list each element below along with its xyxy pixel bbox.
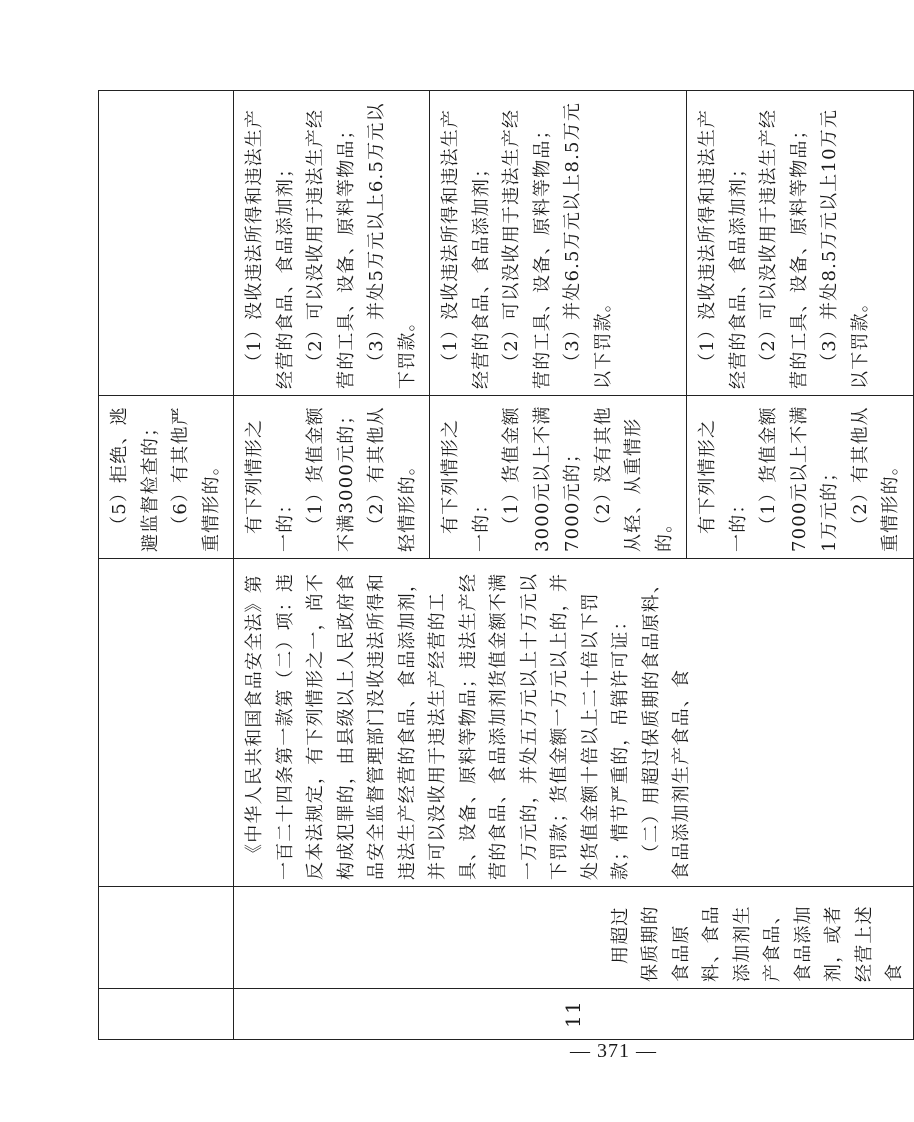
cell-circumstances-upper xyxy=(99,396,234,559)
circumstance-line: 有下列情形之一的： xyxy=(244,418,296,552)
penalty-line: （3）并处8.5万元以上10万元以下罚款。 xyxy=(819,108,871,389)
circumstance-line: （6）有其他严重情形的。 xyxy=(170,406,222,552)
legal-basis-paragraph: 《中华人民共和国食品安全法》第一百二十四条第一款第（二）项：违反本法规定，有下列情形之一，尚不构成犯罪的，由县级以上人民政府食品安全监督管理部门没收违法所得和违法生产经营的食品、食品添加剂，并可以没收用于违法生产经营的工具、设备、原料等物品；违法生产经营的食品、食品添加剂货值金额不满一万元的，并处五万元以上十万元以下罚款；货值金额一万元以上的，并处货值金额十倍以上二十倍以下罚款；情节严重的，吊销许可证： xyxy=(244,572,631,880)
circumstance-line: （2）没有其他从轻、从重情形的。 xyxy=(592,406,675,552)
penalty-line: （1）没收违法所得和违法生产经营的食品、食品添加剂； xyxy=(697,108,749,389)
circumstance-line: （5）拒绝、逃避监督检查的； xyxy=(109,406,161,552)
legal-basis xyxy=(234,559,914,887)
circumstances-medium xyxy=(430,396,687,559)
circumstance-line: （1）货值金额7000元以上不满1万元的； xyxy=(758,405,840,552)
penalty-medium xyxy=(430,91,687,396)
penalty-line: （2）可以没收用于违法生产经营的工具、设备、原料等物品； xyxy=(501,108,553,389)
violation-description: 用超过保质期的食品原料、食品添加剂生产食品、食品添加剂，或者经营上述食 xyxy=(234,887,914,989)
cell-penalty-upper xyxy=(99,91,234,396)
cell-violation-upper xyxy=(99,887,234,989)
table-row-item-11 xyxy=(234,91,430,1040)
penalty-standard-table xyxy=(98,90,914,1040)
penalty-line: （1）没收违法所得和违法生产经营的食品、食品添加剂； xyxy=(244,108,296,389)
penalty-line: （1）没收违法所得和违法生产经营的食品、食品添加剂； xyxy=(440,108,492,389)
circumstance-line: （2）有其他从轻情形的。 xyxy=(366,406,418,552)
legal-basis-paragraph: （二）用超过保质期的食品原料、食品添加剂生产食品、食 xyxy=(640,574,692,880)
penalty-line: （2）可以没收用于违法生产经营的工具、设备、原料等物品； xyxy=(305,108,357,389)
cell-basis-upper xyxy=(99,559,234,887)
table-row-continuation xyxy=(99,91,234,1040)
penalty-heavy xyxy=(687,91,914,396)
page-number: — 371 — xyxy=(570,1040,657,1062)
circumstance-line: 有下列情形之一的： xyxy=(440,418,492,552)
penalty-line: （3）并处6.5万元以上8.5万元以下罚款。 xyxy=(562,101,614,389)
circumstance-line: （2）有其他从重情形的。 xyxy=(849,406,901,552)
cell-number-upper xyxy=(99,989,234,1040)
row-number: 11 xyxy=(234,989,914,1040)
circumstances-heavy xyxy=(687,396,914,559)
penalty-line: （2）可以没收用于违法生产经营的工具、设备、原料等物品； xyxy=(758,108,810,389)
circumstance-line: 有下列情形之一的： xyxy=(697,418,749,552)
circumstances-light xyxy=(234,396,430,559)
penalty-light xyxy=(234,91,430,396)
rotated-table-page xyxy=(98,91,905,1040)
circumstance-line: （1）货值金额3000元以上不满7000元的； xyxy=(501,405,583,552)
penalty-line: （3）并处5万元以上6.5万元以下罚款。 xyxy=(366,102,418,389)
circumstance-line: （1）货值金额不满3000元的； xyxy=(305,405,357,552)
